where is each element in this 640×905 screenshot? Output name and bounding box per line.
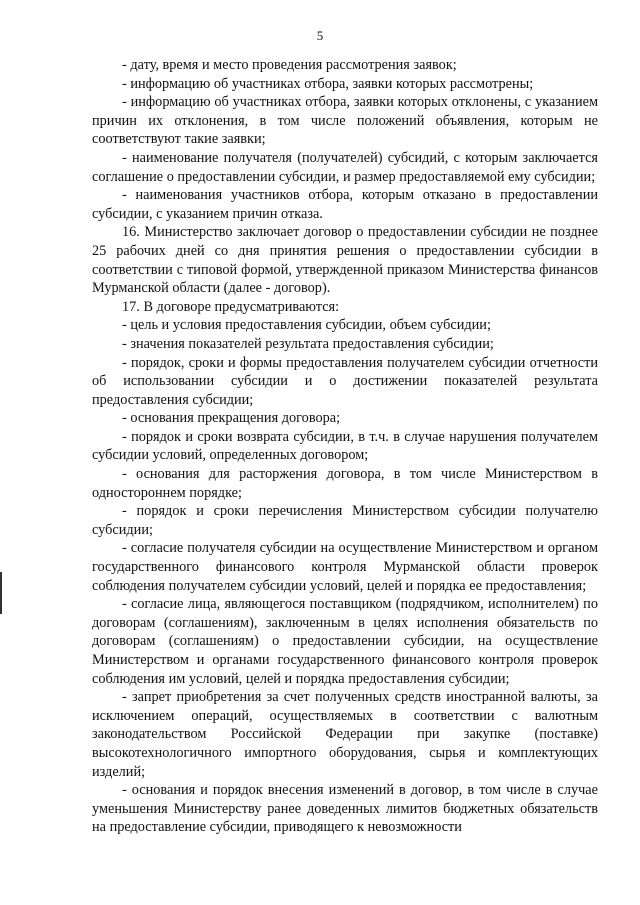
list-item-reviewed-participants: - информацию об участниках отбора, заявки которых рассмотрены;	[122, 75, 534, 92]
list-item-refused-participants: - наименования участников отбора, которым отказано в предоставлении субсидии, с указанием причин отказа.	[92, 187, 598, 222]
list-item-recipient-name: - наименование получателя (получателей) субсидий, с которым заключается соглашение о предоставлении субсидии, и размер предоставляемой ему субсидии;	[92, 149, 598, 185]
list-item-currency-ban: - запрет приобретения за счет полученных средств иностранной валюты, за исключением операций, осуществляемых в соответствии с валютным законодательством Российской Федерации при закупке (поставке) высокотехнологичного импортного оборудования, сырья и комплектующих изделий;	[92, 689, 598, 780]
clause-17: 17. В договоре предусматриваются:	[122, 298, 340, 315]
list-item-transfer-procedure: - порядок и сроки перечисления Министерством субсидии получателю субсидии;	[92, 503, 598, 538]
list-item-rejected-participants: - информацию об участниках отбора, заявки которых отклонены, с указанием причин их отклонения, в том числе положений объявления, которым не соответствуют такие заявки;	[92, 94, 598, 148]
list-item-termination-grounds: - основания прекращения договора;	[122, 410, 341, 427]
list-item-review-date: - дату, время и место проведения рассмотрения заявок;	[122, 57, 457, 73]
list-item-amendments: - основания и порядок внесения изменений в договор, в том числе в случае уменьшения Министерству ранее доведенных лимитов бюджетных обязательств на предоставление субсидии, приводящего к невозможности	[92, 782, 598, 836]
list-item-recipient-consent: - согласие получателя субсидии на осуществление Министерством и органом государственного финансового контроля Мурманской области проверок соблюдения получателем субсидии условий, целей и порядка ее предоставления;	[92, 540, 598, 594]
list-item-refund-procedure: - порядок и сроки возврата субсидии, в т.ч. в случае нарушения получателем субсидии условий, определенных договором;	[92, 428, 598, 464]
list-item-reporting: - порядок, сроки и формы предоставления получателем субсидии отчетности об использовании субсидии и о достижении показателей результата предоставления субсидии;	[92, 354, 598, 408]
page-number: 5	[316, 28, 324, 43]
list-item-result-indicators: - значения показателей результата предоставления субсидии;	[122, 335, 494, 352]
list-item-goal-conditions: - цель и условия предоставления субсидии, объем субсидии;	[122, 317, 491, 334]
list-item-dissolution-grounds: - основания для расторжения договора, в том числе Министерством в одностороннем порядке;	[92, 466, 598, 501]
list-item-supplier-consent: - согласие лица, являющегося поставщиком (подрядчиком, исполнителем) по договорам (соглашениям), заключенным в целях исполнения обязательств по договорам (соглашениям) о предоставлении субсидии, на осуществление Министерством и органами государственного финансового контроля проверок соблюдения им условий, целей и порядка предоставления субсидии;	[92, 596, 598, 687]
scan-edge-mark	[0, 572, 2, 614]
clause-16: 16. Министерство заключает договор о предоставлении субсидии не позднее 25 рабочих дней со дня принятия решения о предоставлении субсидии в соответствии с типовой формой, утвержденной приказом Министерства финансов Мурманской области (далее - договор).	[92, 224, 598, 297]
document-body	[92, 56, 598, 837]
